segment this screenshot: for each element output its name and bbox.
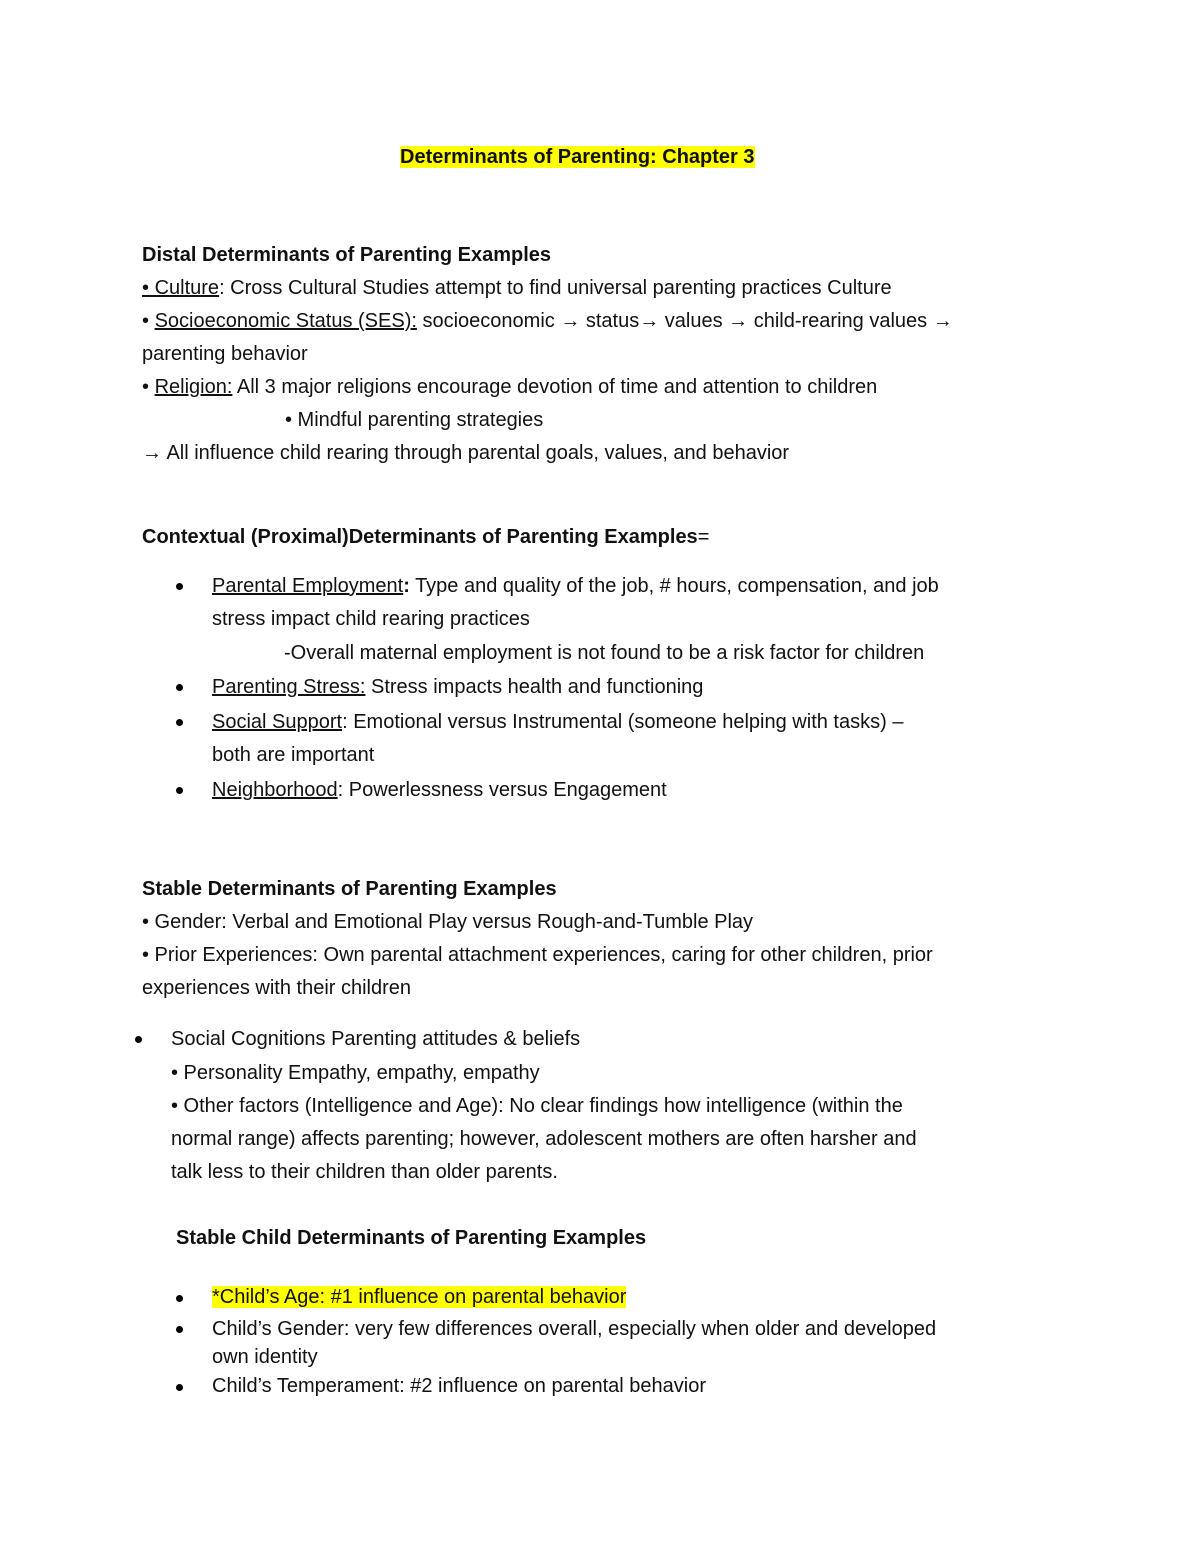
stable-heading: Stable Determinants of Parenting Examples bbox=[142, 878, 557, 900]
culture-text: : Cross Cultural Studies attempt to find universal parenting practices Culture bbox=[219, 277, 892, 299]
religion-text: All 3 major religions encourage devotion of time and attention to children bbox=[232, 376, 878, 398]
context-item-employment-cont: stress impact child rearing practices bbox=[212, 608, 530, 630]
context-item-employment: Parental Employment: Type and quality of the job, # hours, compensation, and job bbox=[212, 575, 939, 597]
context-item-neighborhood: Neighborhood: Powerlessness versus Engagement bbox=[212, 779, 667, 801]
bullet-dot bbox=[176, 583, 183, 590]
child-gender: Child’s Gender: very few differences overall, especially when older and developed bbox=[212, 1318, 937, 1340]
distal-culture-line bbox=[142, 275, 892, 301]
bullet-dot bbox=[176, 719, 183, 726]
stable-other-factors-3: talk less to their children than older parents. bbox=[171, 1161, 558, 1183]
distal-ses-line bbox=[142, 308, 953, 334]
bullet-dot bbox=[135, 1036, 142, 1043]
bullet-dot bbox=[176, 1326, 183, 1333]
ses-term: Socioeconomic Status (SES): bbox=[154, 310, 417, 332]
child-gender-cont: own identity bbox=[212, 1346, 318, 1368]
bullet-dot bbox=[176, 1384, 183, 1391]
stable-prior-cont: experiences with their children bbox=[142, 977, 412, 999]
child-age: *Child’s Age: #1 influence on parental behavior bbox=[212, 1286, 627, 1308]
context-item-support: Social Support: Emotional versus Instrumental (someone helping with tasks) – bbox=[212, 711, 904, 733]
bullet-dot bbox=[176, 1295, 183, 1302]
stable-gender: • Gender: Verbal and Emotional Play versus Rough-and-Tumble Play bbox=[142, 911, 754, 933]
distal-summary: → All influence child rearing through parental goals, values, and behavior bbox=[142, 442, 790, 464]
context-item-employment-sub: -Overall maternal employment is not found to be a risk factor for children bbox=[284, 642, 925, 664]
stable-personality: • Personality Empathy, empathy, empathy bbox=[171, 1062, 540, 1084]
distal-religion-line bbox=[142, 374, 877, 400]
culture-term: Culture bbox=[154, 277, 220, 299]
context-item-support-cont: both are important bbox=[212, 744, 375, 766]
distal-mindful: • Mindful parenting strategies bbox=[285, 409, 544, 431]
stable-social-cognitions: Social Cognitions Parenting attitudes & beliefs bbox=[171, 1028, 581, 1050]
stable-prior: • Prior Experiences: Own parental attachment experiences, caring for other children, prior bbox=[142, 944, 933, 966]
child-temperament: Child’s Temperament: #2 influence on parental behavior bbox=[212, 1375, 707, 1397]
distal-heading: Distal Determinants of Parenting Examples bbox=[142, 244, 552, 266]
contextual-heading: Contextual (Proximal)Determinants of Parenting Examples= bbox=[142, 526, 710, 548]
distal-ses-cont: parenting behavior bbox=[142, 343, 308, 365]
religion-bullet: • bbox=[142, 376, 150, 398]
bullet-dot bbox=[176, 787, 183, 794]
religion-term: Religion: bbox=[154, 376, 233, 398]
stable-child-heading: Stable Child Determinants of Parenting Examples bbox=[176, 1227, 647, 1249]
context-item-stress: Parenting Stress: Stress impacts health and functioning bbox=[212, 676, 704, 698]
ses-text: socioeconomic → status→ values → child-rearing values → bbox=[416, 310, 953, 332]
stable-other-factors-2: normal range) affects parenting; however, adolescent mothers are often harsher and bbox=[171, 1128, 917, 1150]
culture-bullet: • bbox=[142, 277, 150, 299]
page-title: Determinants of Parenting: Chapter 3 bbox=[400, 146, 755, 168]
bullet-dot bbox=[176, 684, 183, 691]
stable-other-factors: • Other factors (Intelligence and Age): No clear findings how intelligence (within the bbox=[171, 1095, 903, 1117]
ses-bullet: • bbox=[142, 310, 150, 332]
